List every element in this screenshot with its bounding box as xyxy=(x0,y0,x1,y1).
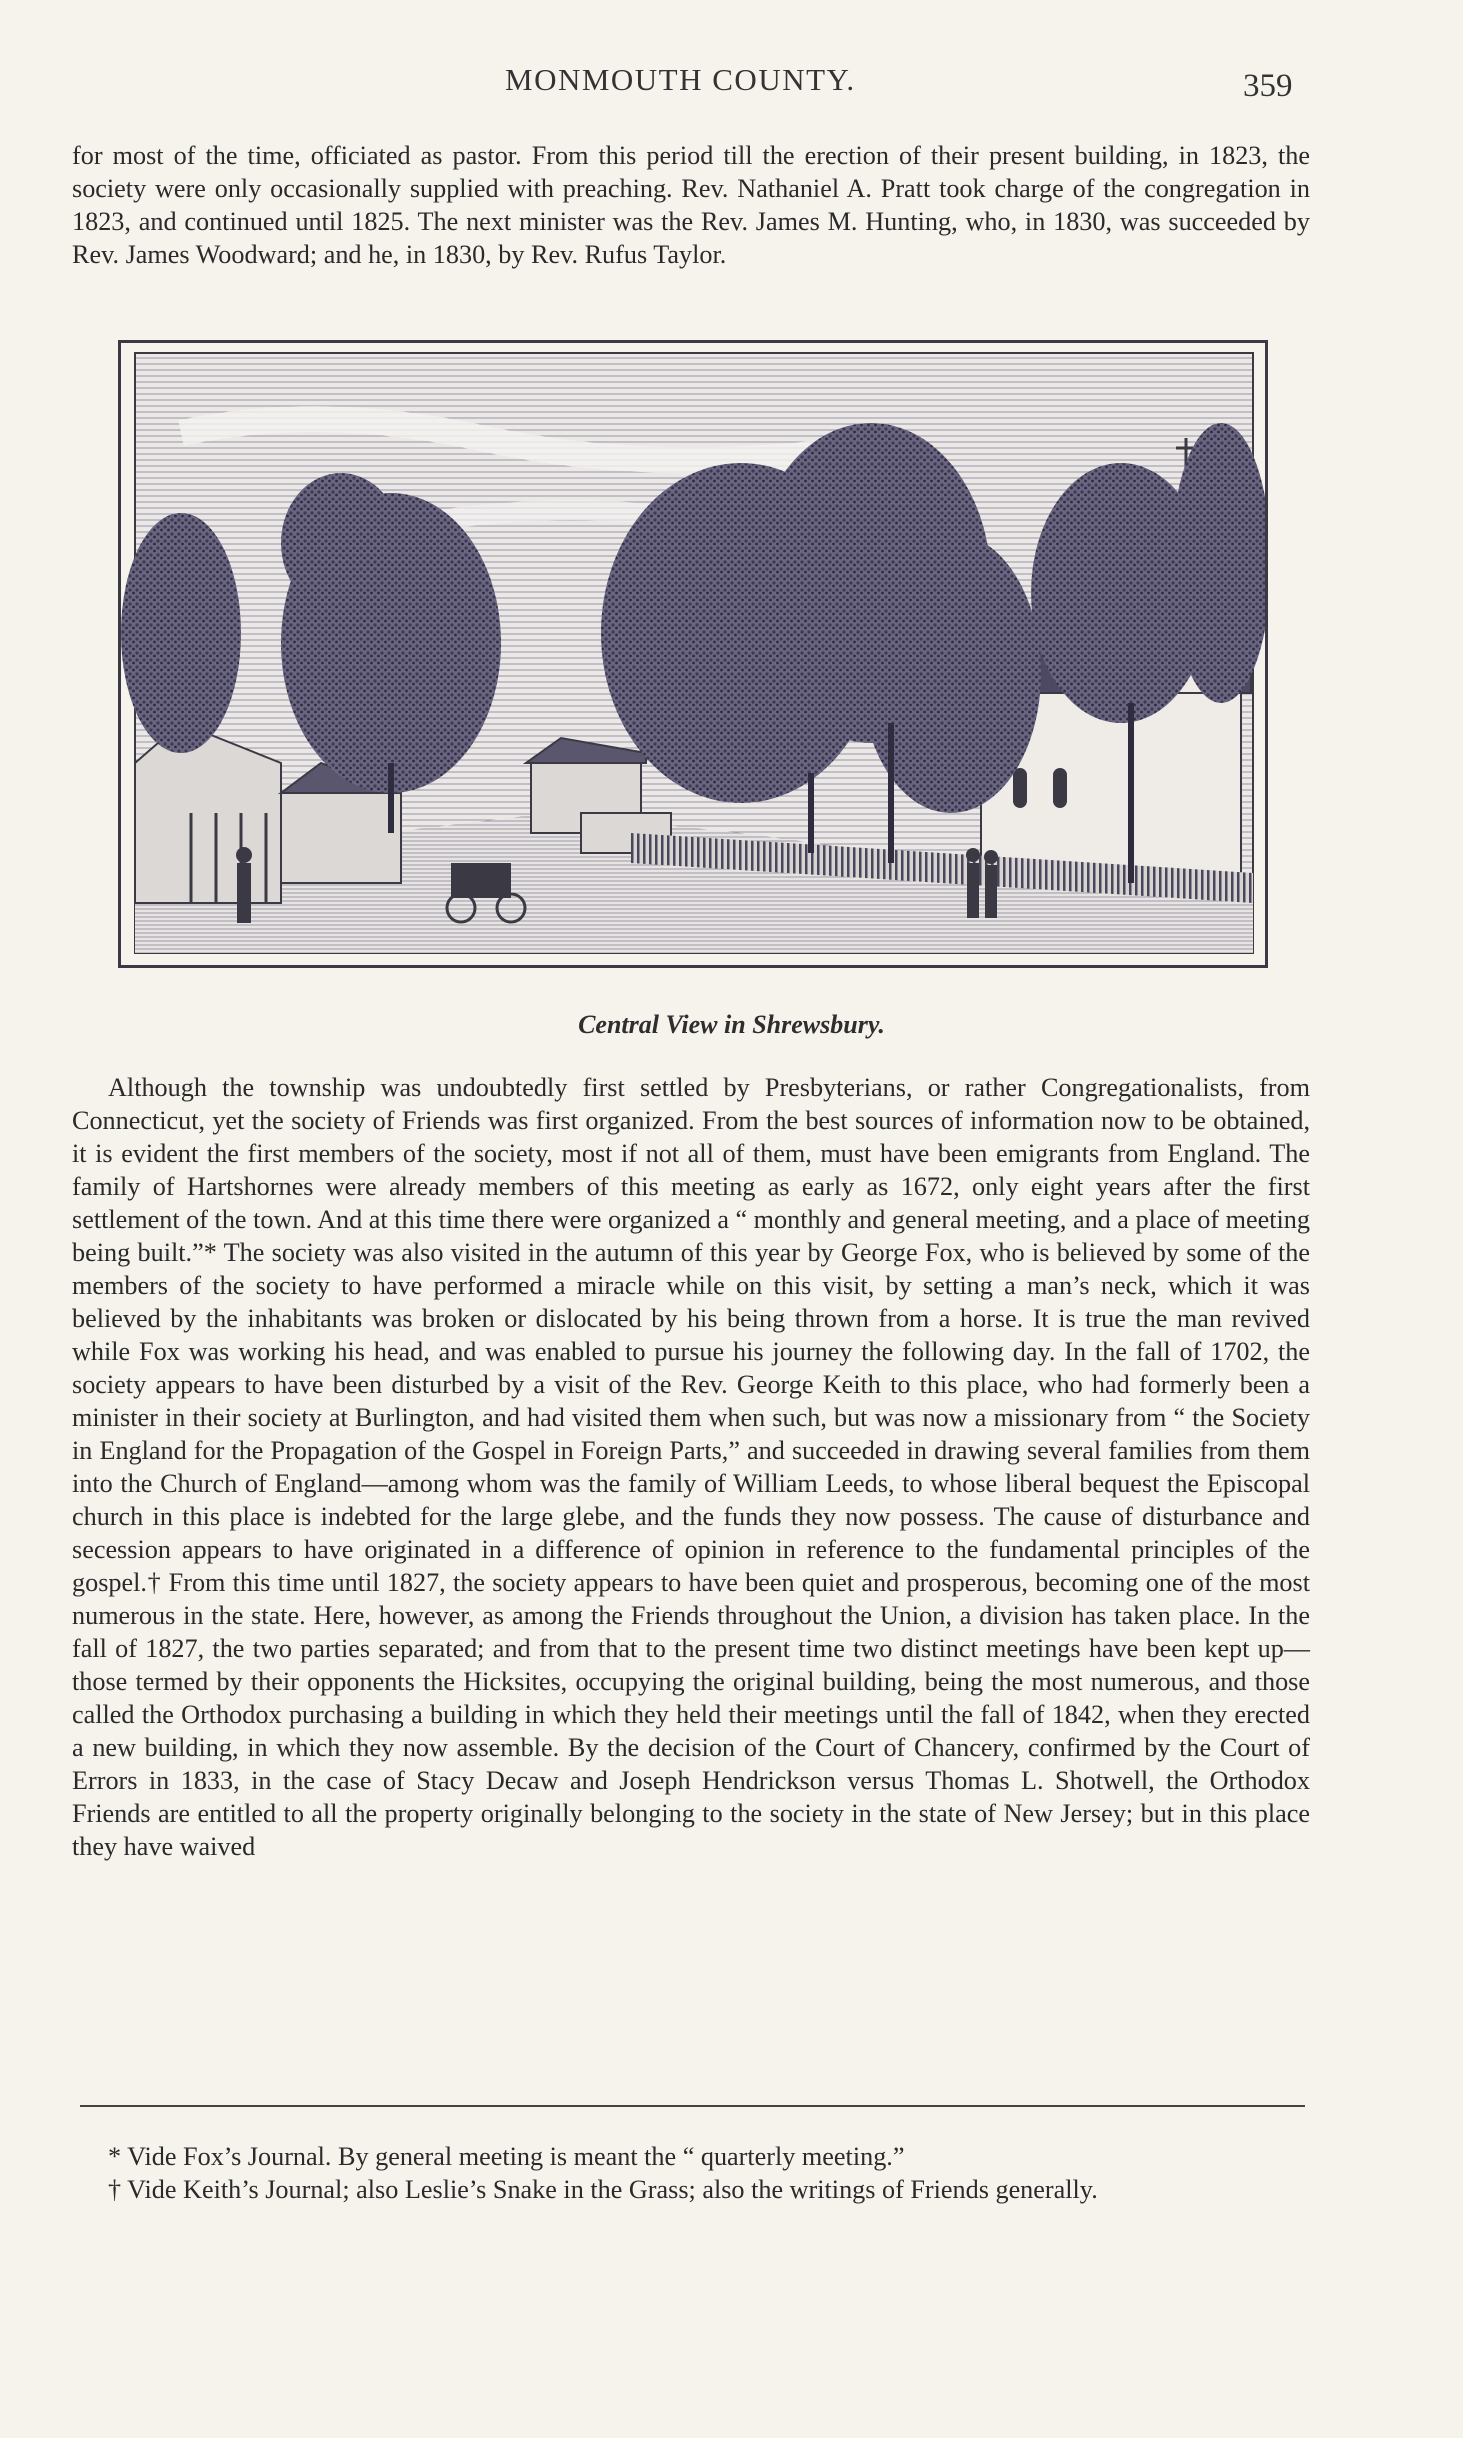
engraving-figure xyxy=(118,340,1268,968)
main-paragraph-text: Although the township was undoubtedly first settled by Presbyterians, or rather Congregationalists, from Connecticut, yet the society of Friends was first organized. From the best sources of information now to be obtained, it is evident the first members of the society, most if not all of them, must have been emigrants from England. The family of Hartshornes were already members of this meeting as early as 1672, only eight years after the first settlement of the town. And at this time there were organized a “ monthly and general meeting, and a place of meeting being built.”* The society was also visited in the autumn of this year by George Fox, who is believed by some of the members of the society to have performed a miracle while on this visit, by setting a man’s neck, which it was believed by the inhabitants was broken or dislocated by his being thrown from a horse. It is true the man revived while Fox was working his head, and was enabled to pursue his journey the following day. In the fall of 1702, the society appears to have been disturbed by a visit of the Rev. George Keith to this place, who had formerly been a minister in their society at Burlington, and had visited them when such, but was now a missionary from “ the Society in England for the Propagation of the Gospel in Foreign Parts,” and succeeded in drawing several families from them into the Church of England—among whom was the family of William Leeds, to whose liberal bequest the Episcopal church in this place is indebted for the large glebe, and the funds they now possess. The cause of disturbance and secession appears to have originated in a difference of opinion in reference to the fundamental principles of the gospel.† From this time until 1827, the society appears to have been quiet and prosperous, becoming one of the most numerous in the state. Here, however, as among the Friends throughout the Union, a division has taken place. In the fall of 1827, the two parties separated; and from that to the present time two distinct meetings have been kept up—those termed by their opponents the Hicksites, occupying the original building, being the most numerous, and those called the Orthodox purchasing a building in which they held their meetings until the fall of 1842, when they erected a new building, in which they now assemble. By the decision of the Court of Chancery, confirmed by the Court of Errors in 1833, in the case of Stacy Decaw and Joseph Hendrickson versus Thomas L. Shotwell, the Orthodox Friends are entitled to all the property originally belonging to the society in the state of New Jersey; but in this place they have waived xyxy=(72,1073,1310,1861)
footnote-1: * Vide Fox’s Journal. By general meeting is meant the “ quarterly meeting.” xyxy=(108,2142,905,2171)
running-header xyxy=(0,62,1463,112)
running-title: MONMOUTH COUNTY. xyxy=(505,62,856,97)
top-paragraph xyxy=(72,139,1310,271)
page-number: 359 xyxy=(1243,68,1293,104)
top-paragraph-text: for most of the time, officiated as pastor. From this period till the erection of their present building, in 1823, the society were only occasionally supplied with preaching. Rev. Nathaniel A. Pratt took charge of the congregation in 1823, and continued until 1825. The next minister was the Rev. James M. Hunting, who, in 1830, was succeeded by Rev. James Woodward; and he, in 1830, by Rev. Rufus Taylor. xyxy=(72,141,1310,269)
engraving-illustration xyxy=(121,343,1265,965)
main-paragraph xyxy=(72,1071,1310,1863)
footnotes xyxy=(72,2140,1310,2206)
footnote-2: † Vide Keith’s Journal; also Leslie’s Snake in the Grass; also the writings of Friends generally. xyxy=(108,2175,1098,2204)
footnote-divider xyxy=(80,2105,1305,2107)
figure-caption: Central View in Shrewsbury. xyxy=(578,1010,885,1039)
